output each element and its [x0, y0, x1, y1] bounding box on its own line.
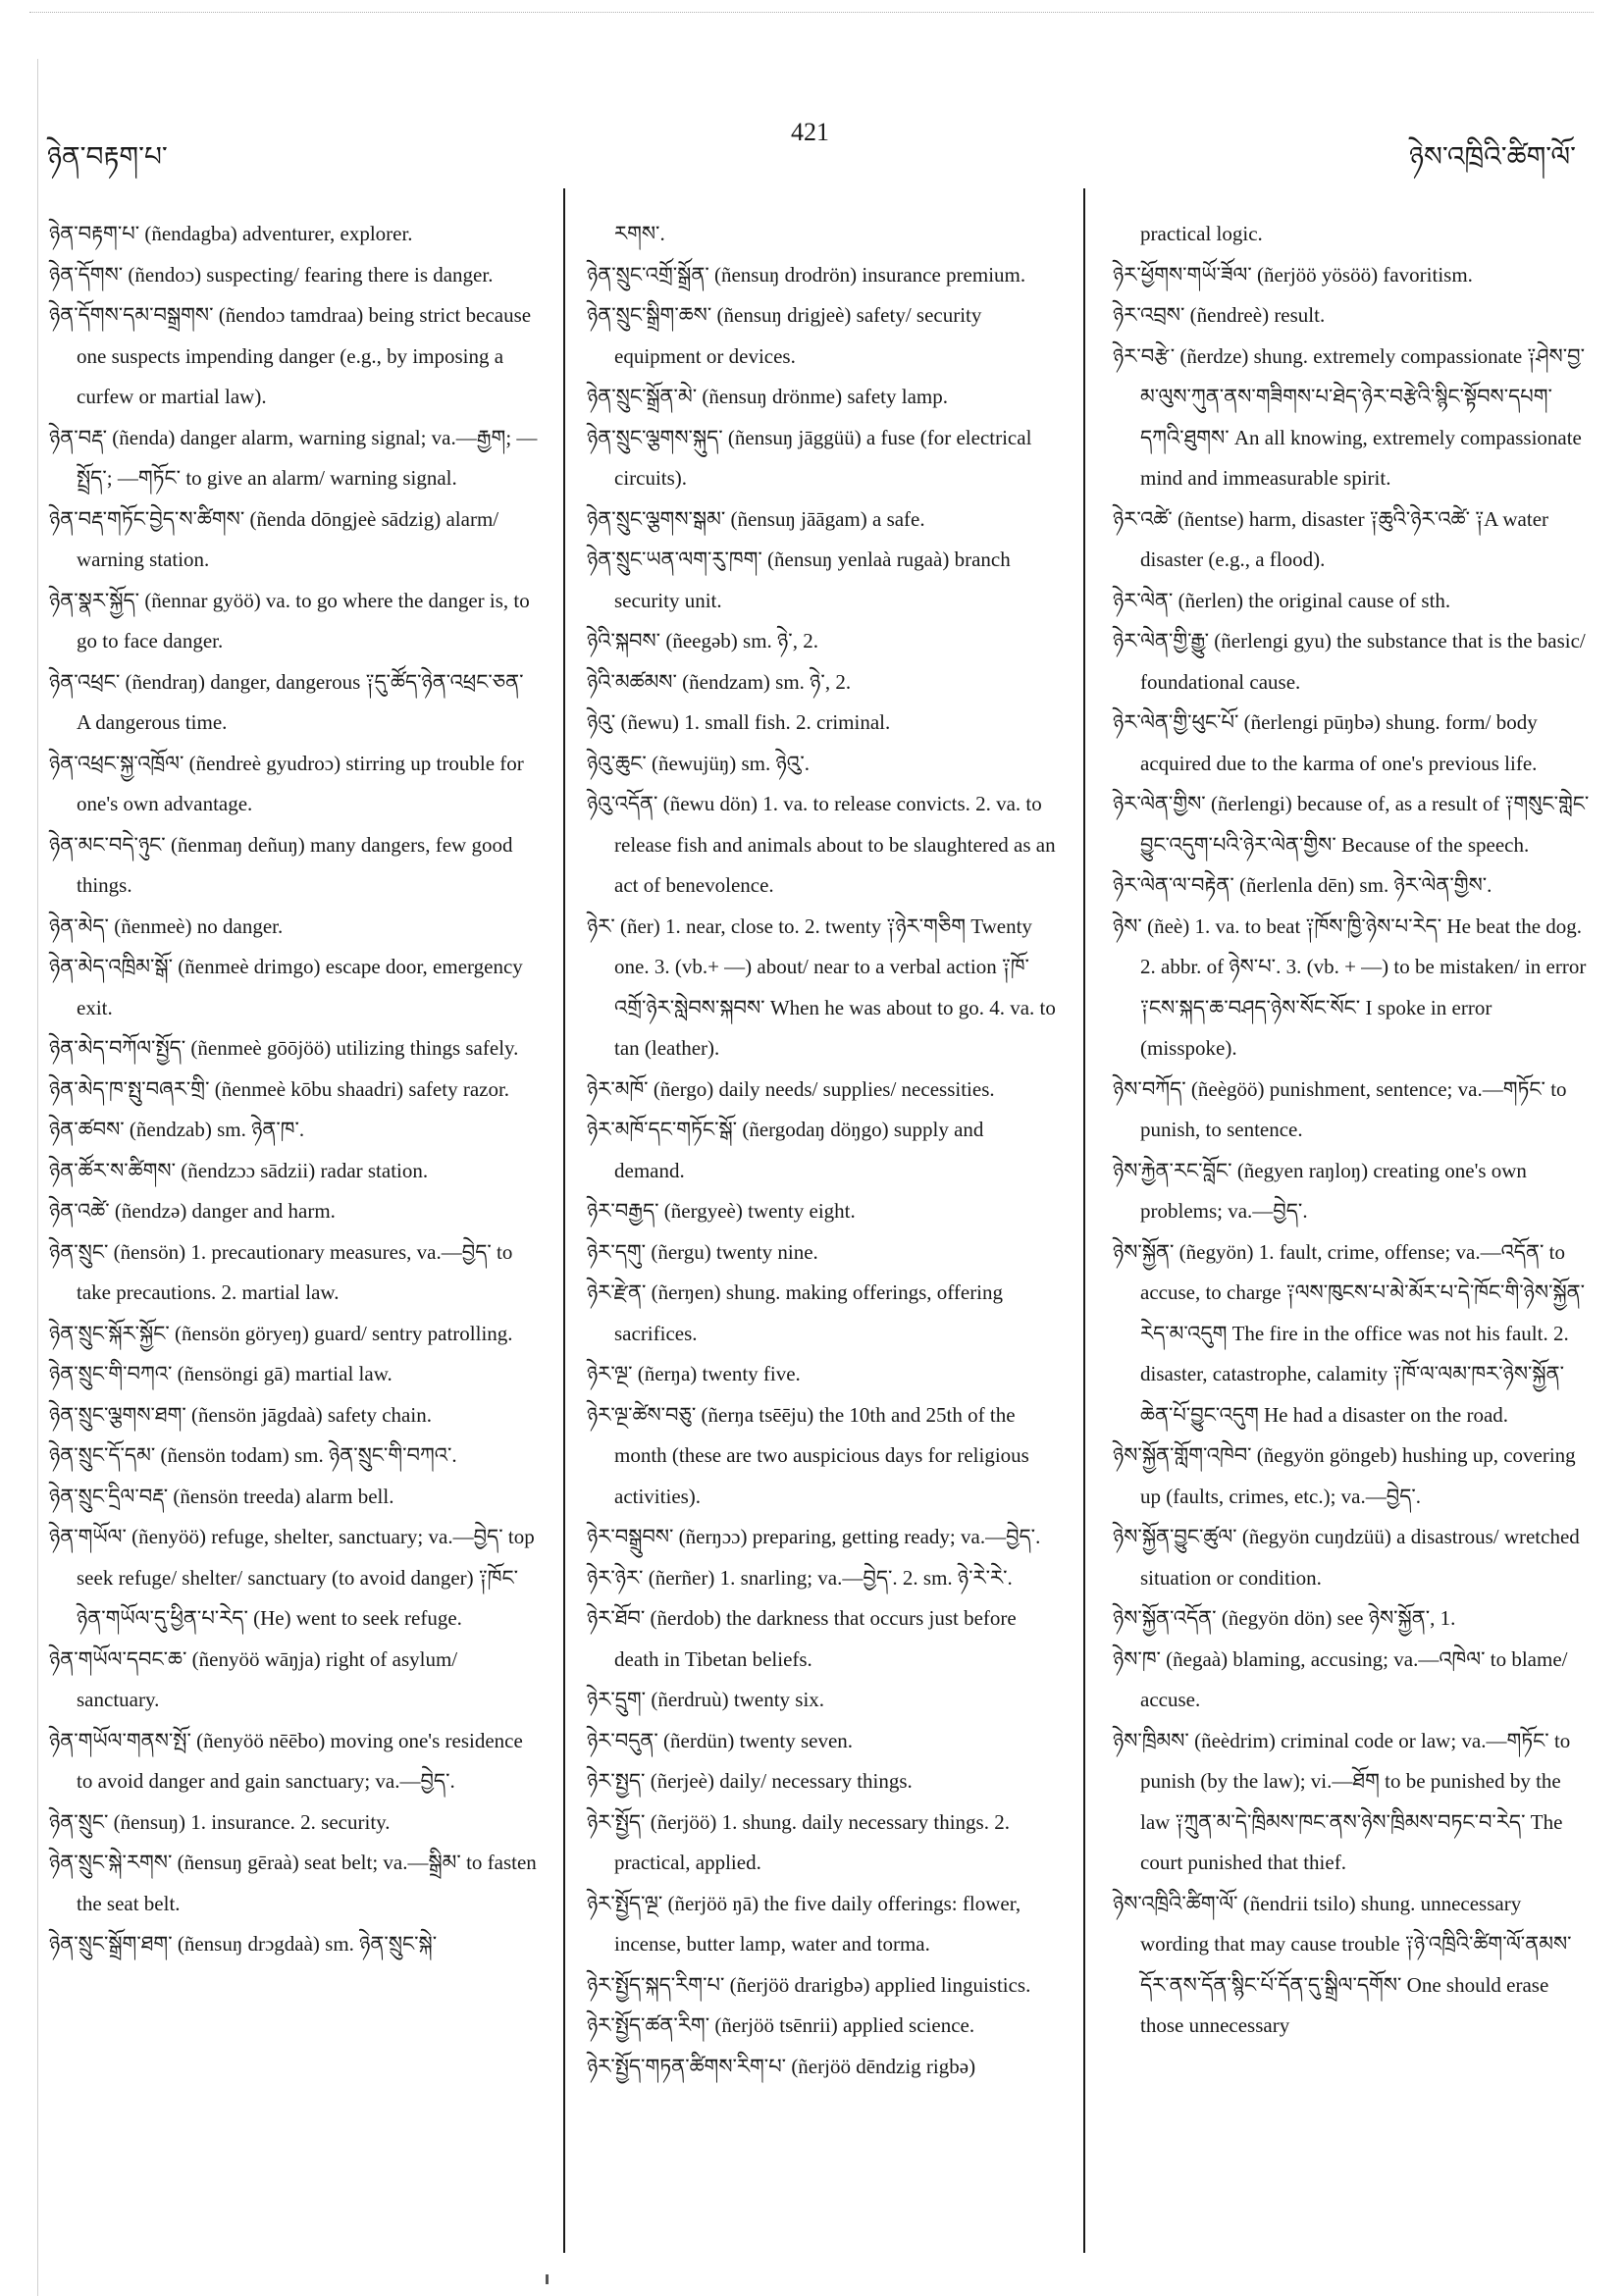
dictionary-entry: ཉེར་ལེན་གྱིས་ (ñerlengi) because of, as a result of ༑གསུང་གླེང་བྱུང་འདུག་པའི་ཉེར་ལེན་གྱིས་ Because of the speech. — [1113, 792, 1590, 857]
dictionary-entry: ཉེར་ལྔ་ (ñerŋa) twenty five. — [587, 1362, 801, 1385]
dictionary-entry: ཉེན་སྲུང་ (ñensön) 1. precautionary measures, va.—བྱེད་ to take precautions. 2. martial law. — [49, 1239, 513, 1304]
dictionary-entry: ཉེས་རྐྱེན་རང་བློང་ (ñegyen raŋloŋ) creating one's own problems; va.—བྱེད་. — [1113, 1158, 1527, 1223]
dictionary-entry: ཉེར་མཁོ་དང་གཏོང་སྒོ་ (ñergodaŋ döŋgo) supply and demand. — [587, 1118, 984, 1182]
column-2 — [587, 214, 1058, 2087]
dictionary-entry: ཉེན་འཕྲང་སྐྱ་འཁྲོལ་ (ñendreè gyudroɔ) stirring up trouble for one's own advantage. — [49, 751, 524, 815]
dictionary-entry: ཉེར་དྲུག་ (ñerdruù) twenty six. — [587, 1688, 825, 1711]
dictionary-entry: ཉེན་གཡོལ་གནས་སྤོ་ (ñenyöö nēēbo) moving one's residence to avoid danger and gain sanctuary; va.—བྱེད་. — [49, 1728, 523, 1793]
dictionary-entry: ཉེར་ལེན་གྱི་རྒྱུ་ (ñerlengi gyu) the substance that is the basic/ foundational cause. — [1113, 629, 1586, 694]
dictionary-entry: ཉེན་དོགས་ (ñendoɔ) suspecting/ fearing there is danger. — [49, 262, 494, 287]
dictionary-entry: ཉེན་གཡོལ་དབང་ཆ་ (ñenyöö wāŋja) right of asylum/ sanctuary. — [49, 1646, 458, 1711]
dictionary-entry: ཉེས་སྐྱོན་བྱུང་ཚུལ་ (ñegyön cuŋdzüü) a disastrous/ wretched situation or condition. — [1113, 1525, 1580, 1590]
column-3 — [1113, 214, 1594, 2047]
dictionary-entry: ཉེས་འཁྲིའི་ཚིག་ལོ་ (ñendrii tsilo) shung. unnecessary wording that may cause trouble ༑ཉེ་འཁྲིའི་ཚིག་ལོ་ནམས་དོར་ནས་དོན་སྙིང་པོ་དོན་དུ་སྒྲིལ་དགོས་ One should erase those unnecessary — [1113, 1891, 1572, 2037]
dictionary-entry: ཉེར་ལེན་ (ñerlen) the original cause of sth. — [1113, 588, 1451, 612]
dictionary-entry: ཉེན་སྲུང་གི་བཀའ་ (ñensöngi gā) martial law. — [49, 1362, 393, 1385]
dictionary-entry: ཉེར་ཉེར་ (ñerñer) 1. snarling; va.—བྱེད་. 2. sm. ཉེ་རེ་རེ་. — [587, 1565, 1013, 1590]
dictionary-entry: ཉེན་སྲུང་ལྕགས་སྐུད་ (ñensuŋ jāggüü) a fuse (for electrical circuits). — [587, 425, 1032, 490]
dictionary-entry: ཉེན་བརྟག་པ་ (ñendagba) adventurer, explorer. — [49, 222, 413, 245]
dictionary-entry: ཉེན་མང་བདེ་ཉུང་ (ñenmaŋ deñuŋ) many dangers, few good things. — [49, 832, 513, 897]
dictionary-entry: ཉེན་སྲུང་དྲིལ་བརྡ་ (ñensön treeda) alarm bell. — [49, 1484, 394, 1508]
dictionary-entry: ཉེན་བརྡ་ (ñenda) danger alarm, warning signal; va.—རྒྱག; —སྤྲོད་; —གཏོང་ to give an alarm/ warning signal. — [49, 425, 538, 490]
dictionary-entry: ཉེར་བརྩེ་ (ñerdze) shung. extremely compassionate ༑ཤེས་བྱ་མ་ལུས་ཀུན་ནས་གཟིགས་པ་ཐེད་ཉེར་བརྩེའི་སྙིང་སྟོབས་དཔག་དཀའི་ཐུགས་ An all knowing, extremely compassionate mind and immeasurable spirit. — [1113, 343, 1585, 490]
dictionary-entry: ཉེར་ཕྱོགས་གཡོ་ཟོལ་ (ñerjöö yösöö) favoritism. — [1113, 262, 1473, 287]
column-divider-2 — [1083, 188, 1085, 2253]
dictionary-entry: ཉེས་སྐྱོན་གློག་འཁེབ་ (ñegyön göngeb) hushing up, covering up (faults, crimes, etc.); va.—བྱེད་. — [1113, 1443, 1576, 1508]
running-head-left: ཉེན་བརྟག་པ་ — [47, 142, 168, 173]
dictionary-entry: ཉེའུ་ཆུང་ (ñewujüŋ) sm. ཉེའུ་. — [587, 751, 811, 775]
dictionary-entry: ཉེར་བརྒྱད་ (ñergyeè) twenty eight. — [587, 1199, 856, 1223]
dictionary-entry: ཉེན་ཚོར་ས་ཚིགས་ (ñendzɔɔ sādzii) radar station. — [49, 1158, 429, 1182]
dictionary-entry: ཉེར་སྤྱོད་ (ñerjöö) 1. shung. daily necessary things. 2. practical, applied. — [587, 1809, 1010, 1874]
dictionary-entry: ཉེན་དོགས་དམ་བསྒྲགས་ (ñendoɔ tamdraa) being strict because one suspects impending danger (e.g., by imposing a curfew or martial law). — [49, 303, 532, 408]
page-number: 421 — [791, 118, 829, 146]
dictionary-entry: ཉེར་འབྲས་ (ñendreè) result. — [1113, 303, 1326, 327]
column-1 — [49, 214, 540, 1965]
dictionary-entry: ཉེན་མེད་འཁྲིམ་སྒོ་ (ñenmeè drimgo) escape door, emergency exit. — [49, 955, 523, 1019]
running-head-right: ཉེས་འཁྲིའི་ཚིག་ལོ་ — [1408, 142, 1576, 173]
dictionary-entry: ཉེས་ (ñeè) 1. va. to beat ༑ཁོས་ཁྱི་ཉེས་པ་རེད་ He beat the dog. 2. abbr. of ཉེས་པ་. 3. (vb. + —) to be mistaken/ in error ༑ངས་སྐད་ཆ་བཤད་ཉེས་སོང་སོང་ I spoke in error (misspoke). — [1113, 913, 1587, 1060]
dictionary-entry: ཉེན་མེད་ (ñenmeè) no danger. — [49, 913, 284, 938]
column-divider-1 — [563, 188, 565, 2253]
dictionary-entry: ཉེས་ཁྲིམས་ (ñeèdrim) criminal code or law; va.—གཏོང་ to punish (by the law); vi.—ཐོག to be punished by the law ༑ཀྲུན་མ་དེ་ཁྲིམས་ཁང་ནས་ཉེས་ཁྲིམས་བཏང་བ་རེད་ The court punished that thief. — [1113, 1728, 1571, 1874]
dictionary-entry: ཉེར་རྫེན་ (ñerŋen) shung. making offerings, offering sacrifices. — [587, 1280, 1004, 1345]
dictionary-entry: ཉེར་ཐོབ་ (ñerdob) the darkness that occurs just before death in Tibetan beliefs. — [587, 1606, 1017, 1671]
dictionary-entry: ཉེར་སྤྱད་ (ñerjeè) daily/ necessary things. — [587, 1769, 913, 1793]
dictionary-entry: ཉེར་འཚེ་ (ñentse) harm, disaster ༑ཆུའི་ཉེར་འཚེ་ ༑A water disaster (e.g., a flood). — [1113, 506, 1549, 571]
dictionary-entry: ཉེན་སྲུང་ལྕགས་ཐག་ (ñensön jāgdaà) safety chain. — [49, 1402, 432, 1427]
dictionary-entry: ཉེན་སྣར་སྐྱོད་ (ñennar gyöö) va. to go where the danger is, to go to face danger. — [49, 588, 530, 652]
dictionary-entry: ཉེན་འཚེ་ (ñendzə) danger and harm. — [49, 1199, 336, 1223]
dictionary-entry: ཉེར་དགུ་ (ñergu) twenty nine. — [587, 1239, 818, 1264]
dictionary-entry: ཉེན་བརྡ་གཏོང་བྱེད་ས་ཚིགས་ (ñenda dōngjeè sādzig) alarm/ warning station. — [49, 506, 499, 571]
dictionary-entry: ཉེན་ཚབས་ (ñendzab) sm. ཉེན་ཁ་. — [49, 1118, 305, 1141]
dictionary-entry: ཉེན་མེད་ཁ་སྤུ་བཞར་གྲི་ (ñenmeè kōbu shaadri) safety razor. — [49, 1076, 510, 1101]
dictionary-entry: ཉེན་གཡོལ་ (ñenyöö) refuge, shelter, sanctuary; va.—བྱེད་ top seek refuge/ shelter/ sanctuary (to avoid danger) ༑ཁོང་ཉེན་གཡོལ་དུ་ཕྱིན་པ་རེད་ (He) went to seek refuge. — [49, 1525, 535, 1630]
scan-left-edge — [37, 59, 38, 2296]
scan-top-edge — [29, 12, 1594, 13]
dictionary-entry: ཉེན་སྲུང་སྒྲིག་ཆས་ (ñensuŋ drigjeè) safety/ security equipment or devices. — [587, 303, 982, 368]
dictionary-entry: ཉེར་བསྒྲུབས་ (ñerŋɔɔ) preparing, getting ready; va.—བྱེད་. — [587, 1525, 1041, 1548]
dictionary-entry: ཉེར་ (ñer) 1. near, close to. 2. twenty ༑ཉེར་གཅིག Twenty one. 3. (vb.+ —) about/ near to a verbal action ༑ཁོ་འགྲོ་ཉེར་སླེབས་སྐབས་ When he was about to go. 4. va. to tan (leather). — [587, 913, 1056, 1060]
dictionary-entry: ཉེས་སྐྱོན་འདོན་ (ñegyön dön) see ཉེས་སྐྱོན་, 1. — [1113, 1606, 1456, 1630]
dictionary-entry: ཉེར་སྤྱོད་སྐད་རིག་པ་ (ñerjöö drarigbə) applied linguistics. — [587, 1972, 1031, 1997]
dictionary-entry: ཉེའི་སྐབས་ (ñeegəb) sm. ཉེ་, 2. — [587, 629, 818, 652]
dictionary-entry: ཉེན་སྲུང་ཡན་ལག་རུ་ཁག་ (ñensuŋ yenlaà rugaà) branch security unit. — [587, 548, 1011, 612]
entry-continuation: practical logic. — [1140, 222, 1263, 245]
dictionary-entry: ཉེན་སྲུང་སྐེ་རགས་ (ñensuŋ gēraà) seat belt; va.—སྒྲིམ་ to fasten the seat belt. — [49, 1851, 537, 1915]
dictionary-entry: ཉེར་ལེན་ལ་བརྟེན་ (ñerlenla dēn) sm. ཉེར་ལེན་གྱིས་. — [1113, 873, 1492, 897]
dictionary-entry: ཉེན་སྲུང་འགྲོ་སྒྲོན་ (ñensuŋ drodrön) insurance premium. — [587, 262, 1026, 287]
dictionary-entry: ཉེར་ལྔ་ཚེས་བཅུ་ (ñerŋa tsēēju) the 10th and 25th of the month (these are two auspicious days for religious activities). — [587, 1402, 1029, 1508]
scan-mark — [546, 2274, 549, 2284]
dictionary-entry: ཉེན་སྲུང་ (ñensuŋ) 1. insurance. 2. security. — [49, 1809, 391, 1834]
dictionary-entry: ཉེའུ་ (ñewu) 1. small fish. 2. criminal. — [587, 710, 891, 734]
dictionary-entry: ཉེར་སྤྱོད་ལྔ་ (ñerjöö ŋā) the five daily offerings: flower, incense, butter lamp, water and torma. — [587, 1891, 1021, 1956]
dictionary-entry: ཉེར་བདུན་ (ñerdün) twenty seven. — [587, 1728, 854, 1752]
dictionary-entry: ཉེའི་མཚམས་ (ñendzam) sm. ཉེ་, 2. — [587, 669, 852, 694]
dictionary-entry: ཉེན་སྲུང་སྒྲོག་ཐག་ (ñensuŋ drɔgdaà) sm. ཉེན་སྲུང་སྐེ་ — [49, 1932, 438, 1956]
entry-continuation: རགས་. — [614, 222, 665, 245]
dictionary-entry: ཉེས་སྐྱོན་ (ñegyön) 1. fault, crime, offense; va.—འདོན་ to accuse, to charge ༑ལས་ཁུངས་པ་མེ་མོར་པ་དེ་ཁོང་གི་ཉེས་སྐྱོན་རེད་མ་འདུག The fire in the office was not his fault. 2. disaster, catastrophe, calamity ༑ཁོ་ལ་ལམ་ཁར་ཉེས་སྐྱོན་ཆེན་པོ་བྱུང་འདུག He had a disaster on the road. — [1113, 1239, 1586, 1427]
dictionary-entry: ཉེན་སྲུང་སྒྲོན་མེ་ (ñensuŋ drönme) safety lamp. — [587, 385, 948, 408]
dictionary-entry: ཉེར་མཁོ་ (ñergo) daily needs/ supplies/ necessities. — [587, 1076, 995, 1101]
dictionary-entry: ཉེན་སྲུང་ལྕགས་སྒམ་ (ñensuŋ jāāgam) a safe. — [587, 506, 925, 531]
dictionary-entry: ཉེན་འཕྲང་ (ñendraŋ) danger, dangerous ༑དུ་ཚོད་ཉེན་འཕྲང་ཅན་ A dangerous time. — [49, 669, 524, 734]
dictionary-entry: ཉེན་སྲུང་དོ་དམ་ (ñensön todam) sm. ཉེན་སྲུང་གི་བཀའ་. — [49, 1443, 457, 1467]
dictionary-entry: ཉེར་སྤྱོད་ཚན་རིག་ (ñerjöö tsēnrii) applied science. — [587, 2013, 975, 2037]
dictionary-entry: ཉེན་སྲུང་སྐོར་སྐྱོང་ (ñensön göryeŋ) guard/ sentry patrolling. — [49, 1321, 513, 1345]
dictionary-entry: ཉེན་མེད་བཀོལ་སྤྱོད་ (ñenmeè gōōjöö) utilizing things safely. — [49, 1036, 519, 1060]
dictionary-entry: ཉེར་སྤྱོད་གཏན་ཚིགས་རིག་པ་ (ñerjöö dēndzig rigbə) — [587, 2054, 976, 2078]
dictionary-entry: ཉེའུ་འདོན་ (ñewu dön) 1. va. to release convicts. 2. va. to release fish and animals about to be slaughtered as an act of benevolence. — [587, 792, 1056, 897]
dictionary-entry: ཉེར་ལེན་གྱི་ཕུང་པོ་ (ñerlengi pūŋbə) shung. form/ body acquired due to the karma of one's previous life. — [1113, 710, 1538, 775]
dictionary-entry: ཉེས་ཁ་ (ñegaà) blaming, accusing; va.—འཁེལ་ to blame/ accuse. — [1113, 1646, 1568, 1711]
dictionary-entry: ཉེས་བཀོད་ (ñeègöö) punishment, sentence; va.—གཏོང་ to punish, to sentence. — [1113, 1076, 1567, 1141]
